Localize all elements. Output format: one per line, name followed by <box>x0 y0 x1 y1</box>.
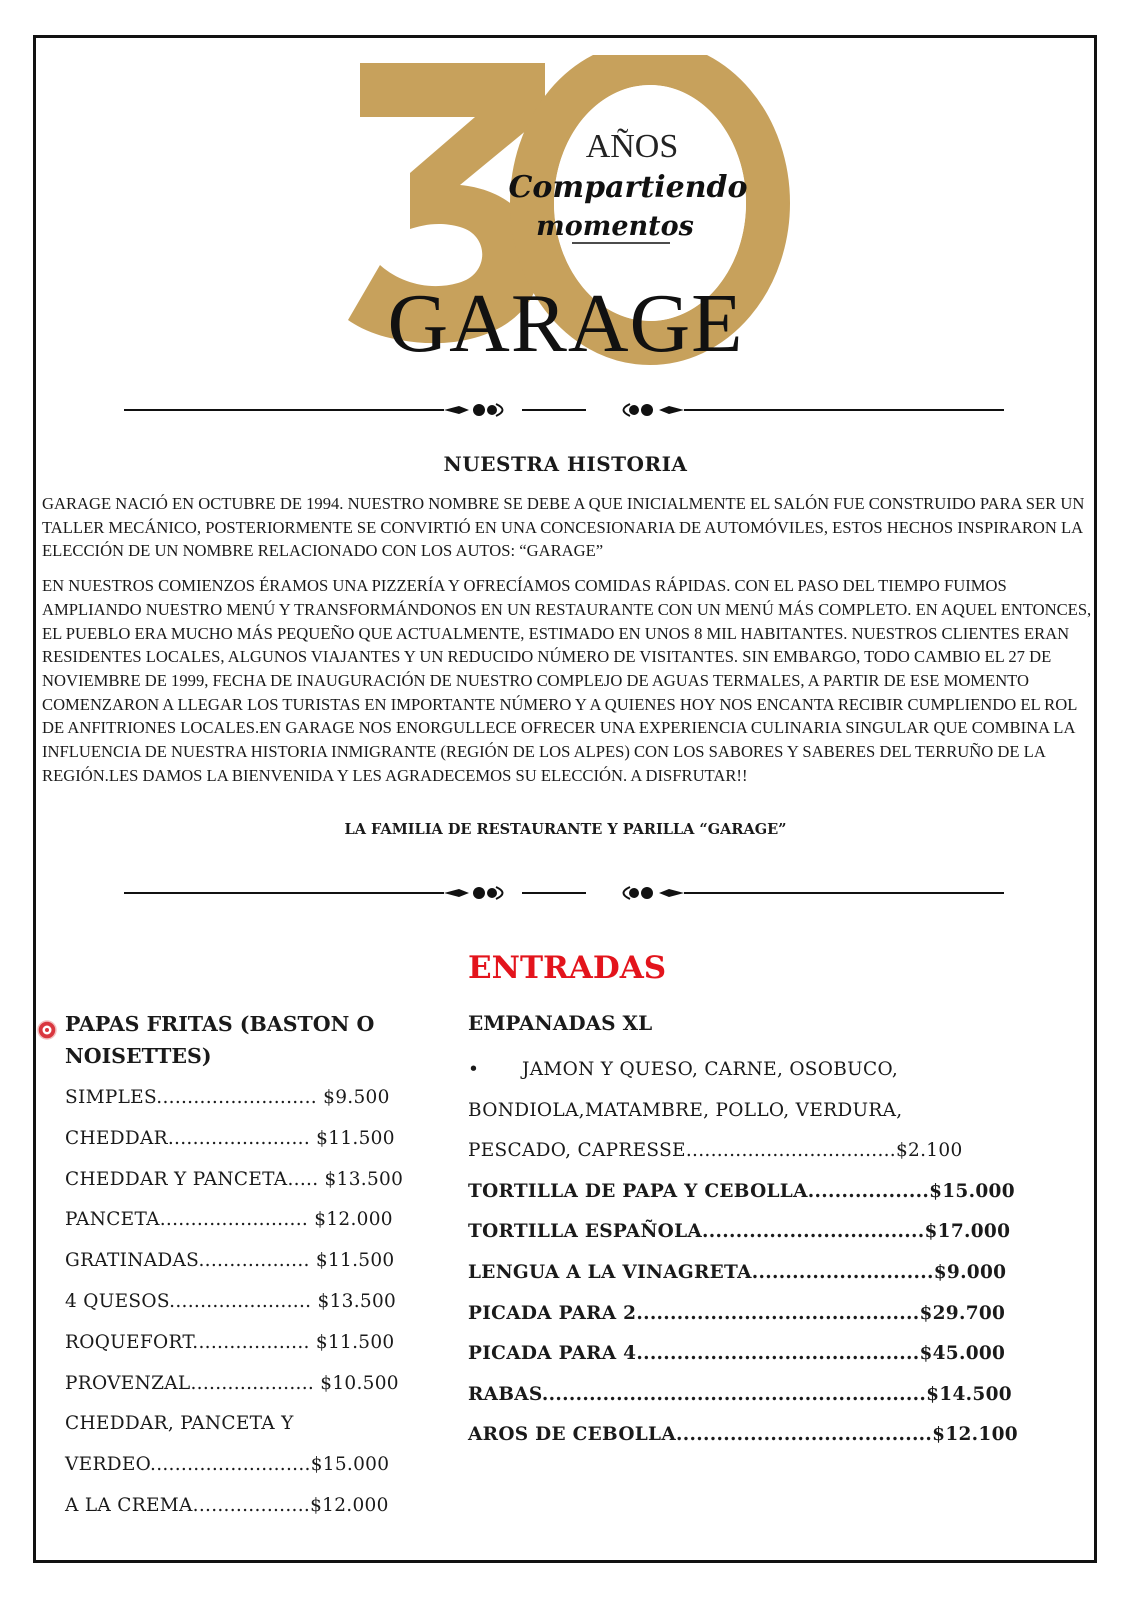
papas-heading-line: PAPAS FRITAS (BASTON O <box>65 1012 375 1036</box>
menu-item: AROS DE CEBOLLA......................................$12.100 <box>468 1424 1018 1446</box>
menu-item: ROQUEFORT................... $11.500 <box>65 1331 395 1353</box>
badge-icon <box>37 1020 57 1040</box>
menu-item: PANCETA........................ $12.000 <box>65 1209 393 1231</box>
entradas-right-section <box>468 1010 1038 1456</box>
papas-fritas-section <box>65 1008 445 1527</box>
menu-item: PROVENZAL.................... $10.500 <box>65 1372 399 1394</box>
ornamental-divider <box>124 881 1004 905</box>
menu-item: A LA CREMA...................$12.000 <box>65 1494 389 1516</box>
bullet-icon: • <box>468 1059 480 1080</box>
history-text <box>42 492 1092 787</box>
empanadas-line: BONDIOLA,MATAMBRE, POLLO, VERDURA, <box>468 1099 903 1121</box>
menu-item: RABAS.........................................................$14.500 <box>468 1383 1012 1405</box>
menu-item: TORTILLA ESPAÑOLA.................................$17.000 <box>468 1221 1011 1243</box>
menu-item: PICADA PARA 2..........................................$29.700 <box>468 1302 1006 1324</box>
menu-item: CHEDDAR Y PANCETA..... $13.500 <box>65 1168 404 1190</box>
menu-item: CHEDDAR, PANCETA Y <box>65 1413 294 1435</box>
history-paragraph-2: EN NUESTROS COMIENZOS ÉRAMOS UNA PIZZERÍA Y OFRECÍAMOS COMIDAS RÁPIDAS. CON EL PASO DEL TIEMPO FUIMOS AMPLIANDO NUESTRO MENÚ Y TRANSFORMÁNDONOS EN UN RESTAURANTE CON UN MENÚ MÁS COMPLETO. EN AQUEL ENTONCES, EL PUEBLO ERA MUCHO MÁS PEQUEÑO QUE ACTUALMENTE, ESTIMADO EN UNOS 8 MIL HABITANTES. NUESTROS CLIENTES ERAN RESIDENTES LOCALES, ALGUNOS VIAJANTES Y UN REDUCIDO NÚMERO DE VISITANTES. SIN EMBARGO, TODO CAMBIO EL 27 DE NOVIEMBRE DE 1999, FECHA DE INAUGURACIÓN DE NUESTRO COMPLEJO DE AGUAS TERMALES, A PARTIR DE ESE MOMENTO COMENZARON A LLEGAR LOS TURISTAS EN IMPORTANTE NÚMERO Y A QUIENES HOY NOS ENCANTA RECIBIR CUMPLIENDO EL ROL DE ANFITRIONES LOCALES.EN GARAGE NOS ENORGULLECE OFRECER UNA EXPERIENCIA CULINARIA SINGULAR QUE COMBINA LA INFLUENCIA DE NUESTRA HISTORIA INMIGRANTE (REGIÓN DE LOS ALPES) CON LOS SABORES Y SABERES DEL TERRUÑO DE LA REGIÓN.LES DAMOS LA BIENVENIDA Y LES AGRADECEMOS SU ELECCIÓN. A DISFRUTAR!! <box>42 576 1092 785</box>
papas-heading <box>65 1008 445 1072</box>
empanadas-heading: EMPANADAS XL <box>468 1011 653 1035</box>
empanadas-line-text: JAMON Y QUESO, CARNE, OSOBUCO, <box>522 1059 899 1080</box>
entradas-title: ENTRADAS <box>468 950 667 986</box>
menu-item: 4 QUESOS....................... $13.500 <box>65 1290 397 1312</box>
empanadas-line: PESCADO, CAPRESSE..................................$2.100 <box>468 1140 963 1162</box>
history-paragraph-1: GARAGE NACIÓ EN OCTUBRE DE 1994. NUESTRO NOMBRE SE DEBE A QUE INICIALMENTE EL SALÓN FUE CONSTRUIDO PARA SER UN TALLER MECÁNICO, POSTERIORMENTE SE CONVIRTIÓ EN UNA CONCESIONARIA DE AUTOMÓVILES, ESTOS HECHOS INSPIRARON LA ELECCIÓN DE UN NOMBRE RELACIONADO CON LOS AUTOS: “GARAGE” <box>42 494 1085 561</box>
menu-item: GRATINADAS.................. $11.500 <box>65 1250 395 1272</box>
menu-item: PICADA PARA 4..........................................$45.000 <box>468 1343 1006 1365</box>
history-title: NUESTRA HISTORIA <box>443 452 688 476</box>
empanadas-line <box>468 1050 1038 1091</box>
papas-heading-line: NOISETTES) <box>65 1044 212 1068</box>
menu-item: TORTILLA DE PAPA Y CEBOLLA..................$15.000 <box>468 1180 1015 1202</box>
logo-anos: AÑOS <box>585 128 679 165</box>
ornamental-divider <box>124 398 1004 422</box>
logo-tagline-1: Compartiendo <box>508 170 748 205</box>
history-signature: LA FAMILIA DE RESTAURANTE Y PARILLA “GARAGE” <box>344 821 787 838</box>
menu-item: SIMPLES.......................... $9.500 <box>65 1087 390 1108</box>
menu-item: CHEDDAR....................... $11.500 <box>65 1127 395 1149</box>
menu-item: VERDEO..........................$15.000 <box>65 1454 390 1476</box>
brand-name: GARAGE <box>387 277 744 370</box>
logo-tagline-2: momentos <box>536 211 694 242</box>
menu-item: LENGUA A LA VINAGRETA...........................$9.000 <box>468 1261 1007 1283</box>
